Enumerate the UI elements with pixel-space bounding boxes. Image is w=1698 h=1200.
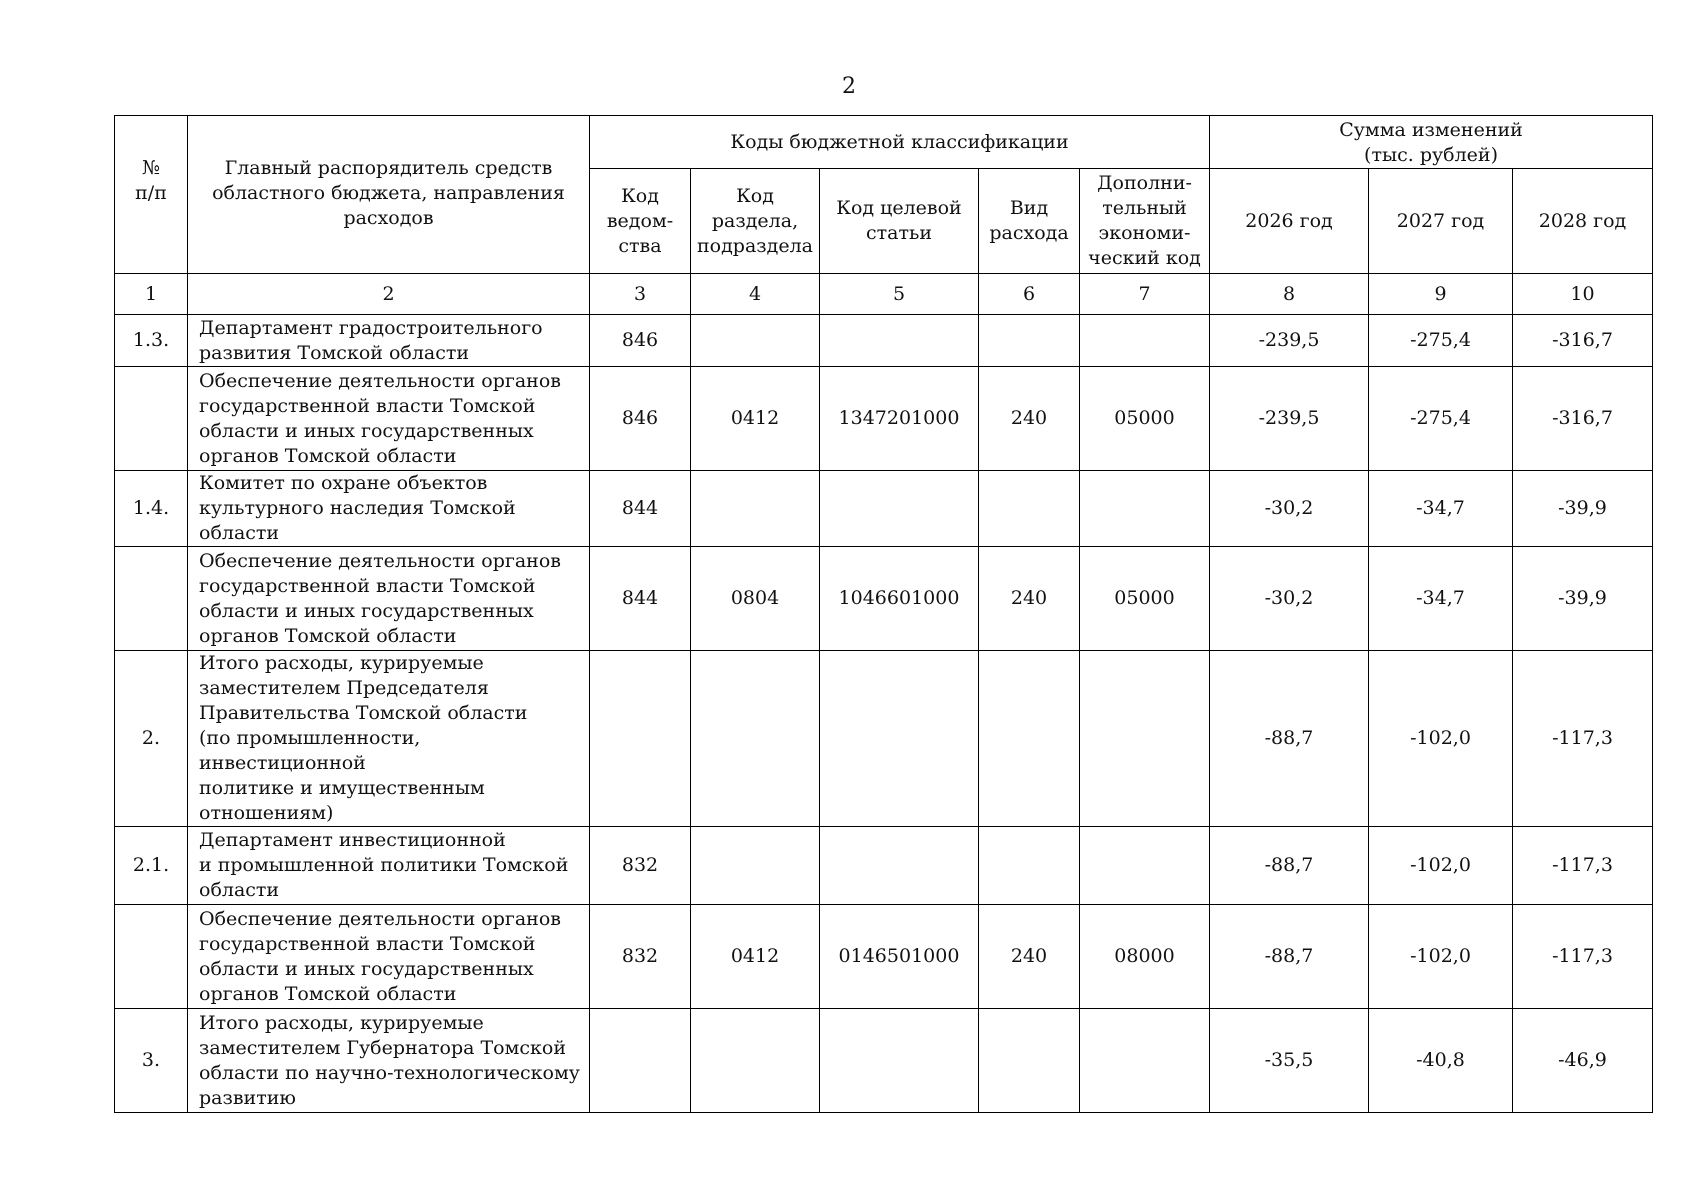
row-sum-2026: -30,2: [1210, 547, 1369, 651]
row-description: Обеспечение деятельности органов государственной власти Томской области и иных государственных органов Томской области: [188, 547, 590, 651]
column-number: 5: [820, 274, 979, 315]
row-code-section: [691, 651, 820, 827]
row-sum-2026: -30,2: [1210, 471, 1369, 547]
row-code-target: 1046601000: [820, 547, 979, 651]
row-sum-2028: -316,7: [1513, 315, 1653, 367]
row-code-target: 0146501000: [820, 905, 979, 1009]
table-body: [115, 315, 1653, 1113]
column-number: 8: [1210, 274, 1369, 315]
column-number: 3: [590, 274, 691, 315]
column-number: 1: [115, 274, 188, 315]
row-code-dept: [590, 651, 691, 827]
header-code-target: Код целевой статьи: [820, 169, 979, 274]
row-sum-2028: -117,3: [1513, 651, 1653, 827]
row-code-extra: [1080, 827, 1210, 905]
row-code-dept: 832: [590, 827, 691, 905]
row-description: Департамент инвестиционной и промышленной политики Томской области: [188, 827, 590, 905]
row-sum-2026: -239,5: [1210, 315, 1369, 367]
row-num: 2.: [115, 651, 188, 827]
row-code-target: [820, 827, 979, 905]
row-code-dept: 844: [590, 471, 691, 547]
row-sum-2027: -102,0: [1369, 651, 1513, 827]
table-row: [115, 1009, 1653, 1113]
row-num: [115, 905, 188, 1009]
row-description: Итого расходы, курируемые заместителем Губернатора Томской области по научно-технологическому развитию: [188, 1009, 590, 1113]
row-code-type: 240: [979, 905, 1080, 1009]
row-sum-2028: -316,7: [1513, 367, 1653, 471]
header-codes-group: Коды бюджетной классификации: [590, 116, 1210, 169]
row-num: 1.4.: [115, 471, 188, 547]
row-code-extra: 05000: [1080, 367, 1210, 471]
row-sum-2027: -34,7: [1369, 471, 1513, 547]
row-sum-2027: -102,0: [1369, 827, 1513, 905]
row-sum-2028: -39,9: [1513, 471, 1653, 547]
row-code-type: [979, 651, 1080, 827]
row-code-dept: 846: [590, 367, 691, 471]
row-code-target: [820, 471, 979, 547]
row-sum-2026: -239,5: [1210, 367, 1369, 471]
column-number: 4: [691, 274, 820, 315]
row-code-dept: 846: [590, 315, 691, 367]
row-description: Обеспечение деятельности органов государственной власти Томской области и иных государственных органов Томской области: [188, 905, 590, 1009]
table-row: [115, 367, 1653, 471]
row-code-section: 0412: [691, 905, 820, 1009]
header-year-2026: 2026 год: [1210, 169, 1369, 274]
row-code-dept: 832: [590, 905, 691, 1009]
row-code-type: [979, 471, 1080, 547]
header-recipient: Главный распорядитель средств областного бюджета, направления расходов: [188, 116, 590, 274]
row-code-type: [979, 827, 1080, 905]
row-code-type: 240: [979, 547, 1080, 651]
row-code-section: [691, 471, 820, 547]
row-code-dept: [590, 1009, 691, 1113]
table-row: [115, 827, 1653, 905]
row-code-section: [691, 315, 820, 367]
row-sum-2028: -39,9: [1513, 547, 1653, 651]
row-sum-2028: -117,3: [1513, 827, 1653, 905]
column-numbers-row: [115, 274, 1653, 315]
row-description: Департамент градостроительного развития Томской области: [188, 315, 590, 367]
table-row: [115, 471, 1653, 547]
header-code-section: Код раздела, подраздела: [691, 169, 820, 274]
row-code-section: 0412: [691, 367, 820, 471]
column-number: 6: [979, 274, 1080, 315]
row-sum-2027: -275,4: [1369, 315, 1513, 367]
row-code-section: [691, 827, 820, 905]
row-sum-2027: -34,7: [1369, 547, 1513, 651]
row-code-type: [979, 315, 1080, 367]
row-code-extra: [1080, 651, 1210, 827]
row-sum-2026: -88,7: [1210, 651, 1369, 827]
row-sum-2026: -88,7: [1210, 827, 1369, 905]
budget-changes-table: [114, 115, 1653, 1113]
row-code-extra: [1080, 1009, 1210, 1113]
row-code-extra: [1080, 471, 1210, 547]
row-code-target: 1347201000: [820, 367, 979, 471]
row-code-type: [979, 1009, 1080, 1113]
table-row: [115, 905, 1653, 1009]
header-code-dept: Код ведом- ства: [590, 169, 691, 274]
row-sum-2028: -117,3: [1513, 905, 1653, 1009]
header-num: № п/п: [115, 116, 188, 274]
table-header: [115, 116, 1653, 315]
row-code-extra: [1080, 315, 1210, 367]
row-sum-2027: -275,4: [1369, 367, 1513, 471]
row-num: [115, 367, 188, 471]
row-sum-2027: -40,8: [1369, 1009, 1513, 1113]
column-number: 10: [1513, 274, 1653, 315]
row-code-target: [820, 315, 979, 367]
row-sum-2028: -46,9: [1513, 1009, 1653, 1113]
row-code-type: 240: [979, 367, 1080, 471]
row-code-extra: 05000: [1080, 547, 1210, 651]
row-description: Комитет по охране объектов культурного наследия Томской области: [188, 471, 590, 547]
row-code-target: [820, 1009, 979, 1113]
row-code-extra: 08000: [1080, 905, 1210, 1009]
page-number: 2: [842, 74, 856, 99]
row-code-dept: 844: [590, 547, 691, 651]
row-description: Обеспечение деятельности органов государственной власти Томской области и иных государственных органов Томской области: [188, 367, 590, 471]
row-sum-2027: -102,0: [1369, 905, 1513, 1009]
column-number: 9: [1369, 274, 1513, 315]
row-num: 3.: [115, 1009, 188, 1113]
header-code-extra: Дополни- тельный экономи- ческий код: [1080, 169, 1210, 274]
table-row: [115, 315, 1653, 367]
row-num: 2.1.: [115, 827, 188, 905]
row-description: Итого расходы, курируемые заместителем Председателя Правительства Томской области (по промышленности, инвестиционной политике и имущественным отношениям): [188, 651, 590, 827]
column-number: 2: [188, 274, 590, 315]
header-code-type: Вид расхода: [979, 169, 1080, 274]
row-sum-2026: -88,7: [1210, 905, 1369, 1009]
row-num: 1.3.: [115, 315, 188, 367]
row-sum-2026: -35,5: [1210, 1009, 1369, 1113]
header-year-2028: 2028 год: [1513, 169, 1653, 274]
row-num: [115, 547, 188, 651]
table-row: [115, 547, 1653, 651]
table-row: [115, 651, 1653, 827]
row-code-target: [820, 651, 979, 827]
header-sum-group: Сумма изменений (тыс. рублей): [1210, 116, 1653, 169]
header-year-2027: 2027 год: [1369, 169, 1513, 274]
row-code-section: [691, 1009, 820, 1113]
column-number: 7: [1080, 274, 1210, 315]
row-code-section: 0804: [691, 547, 820, 651]
